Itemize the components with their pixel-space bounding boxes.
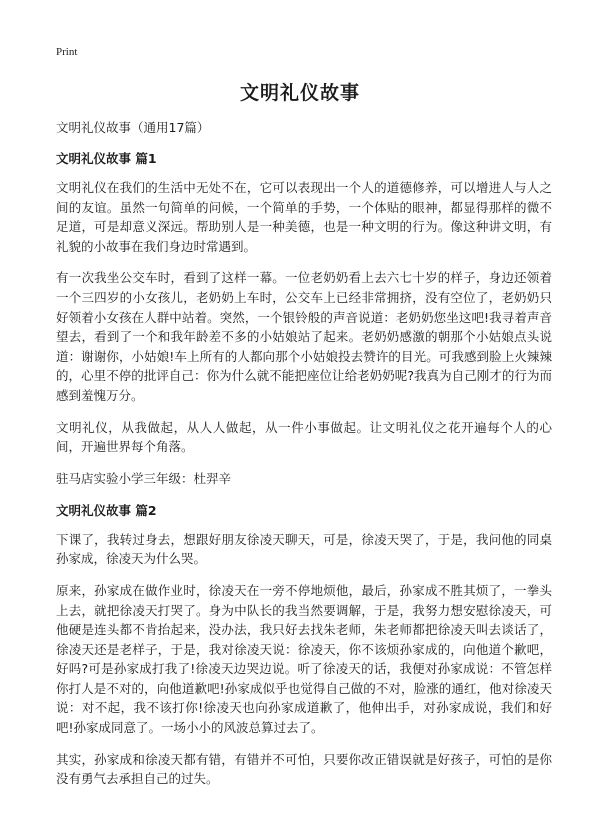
section-heading: 文明礼仪故事 篇1 (56, 151, 157, 166)
document-body (56, 118, 552, 801)
section-heading: 文明礼仪故事 篇2 (56, 502, 157, 518)
paragraph: 下课了，我转过身去，想跟好朋友徐凌天聊天，可是，徐凌天哭了，于是，我问他的同桌孙家成，徐凌天为什么哭。 (56, 531, 552, 567)
document-title: 文明礼仪故事 (239, 82, 360, 104)
print-label: Print (56, 46, 78, 58)
story-section-2 (56, 501, 552, 789)
paragraph: 文明礼仪在我们的生活中无处不在，它可以表现出一个人的道德修养，可以增进人与人之间的友谊。虽然一句简单的问候，一个简单的手势，一个体贴的眼神，都显得那样的微不足道，可是却意义深远。帮助别人是一种美德，也是一种文明的行为。像这种讲文明，有礼貌的小故事在我们身边时常遇到。 (56, 180, 552, 254)
paragraph: 其实，孙家成和徐凌天都有错，有错并不可怕，只要你改正错误就是好孩子，可怕的是你没有勇气去承担自己的过失。 (56, 751, 552, 787)
author-signature: 驻马店实验小学三年级：杜羿辛 (56, 470, 232, 486)
paragraph: 原来，孙家成在做作业时，徐凌天在一旁不停地烦他，最后，孙家成不胜其烦了，一拳头上去，就把徐凌天打哭了。身为中队长的我当然要调解，于是，我努力想安慰徐凌天，可他硬是连头都不肯抬起来，没办法，我只好去找朱老师，朱老师都把徐凌天叫去谈话了，徐凌天还是老样子，于是，我对徐凌天说：徐凌天，你不该烦孙家成的，向他道个歉吧，好吗?可是孙家成打我了!徐凌天边哭边说。听了徐凌天的话，我便对孙家成说：不管怎样你打人是不对的，向他道歉吧!孙家成似乎也觉得自己做的不对，脸涨的通红，他对徐凌天说：对不起，我不该打你!徐凌天也向孙家成道歉了，他伸出手，对孙家成说，我们和好吧!孙家成同意了。一场小小的风波总算过去了。 (56, 582, 552, 736)
paragraph: 文明礼仪，从我做起，从人人做起，从一件小事做起。让文明礼仪之花开遍每个人的心间，开遍世界每个角落。 (56, 419, 552, 455)
document-subtitle: 文明礼仪故事（通用17篇） (56, 120, 210, 135)
story-section-1 (56, 149, 552, 489)
paragraph: 有一次我坐公交车时，看到了这样一幕。一位老奶奶看上去六七十岁的样子，身边还领着一个三四岁的小女孩儿，老奶奶上车时，公交车上已经非常拥挤，没有空位了，老奶奶只好领着小女孩在人群中站着。突然，一个银铃般的声音说道：老奶奶您坐这吧!我寻着声音望去，看到了一个和我年龄差不多的小姑娘站了起来。老奶奶感激的朝那个小姑娘点头说道：谢谢你，小姑娘!车上所有的人都向那个小姑娘投去赞许的目光。可我感到脸上火辣辣的，心里不停的批评自己：你为什么就不能把座位让给老奶奶呢?我真为自己刚才的行为而感到羞愧万分。 (56, 270, 552, 403)
